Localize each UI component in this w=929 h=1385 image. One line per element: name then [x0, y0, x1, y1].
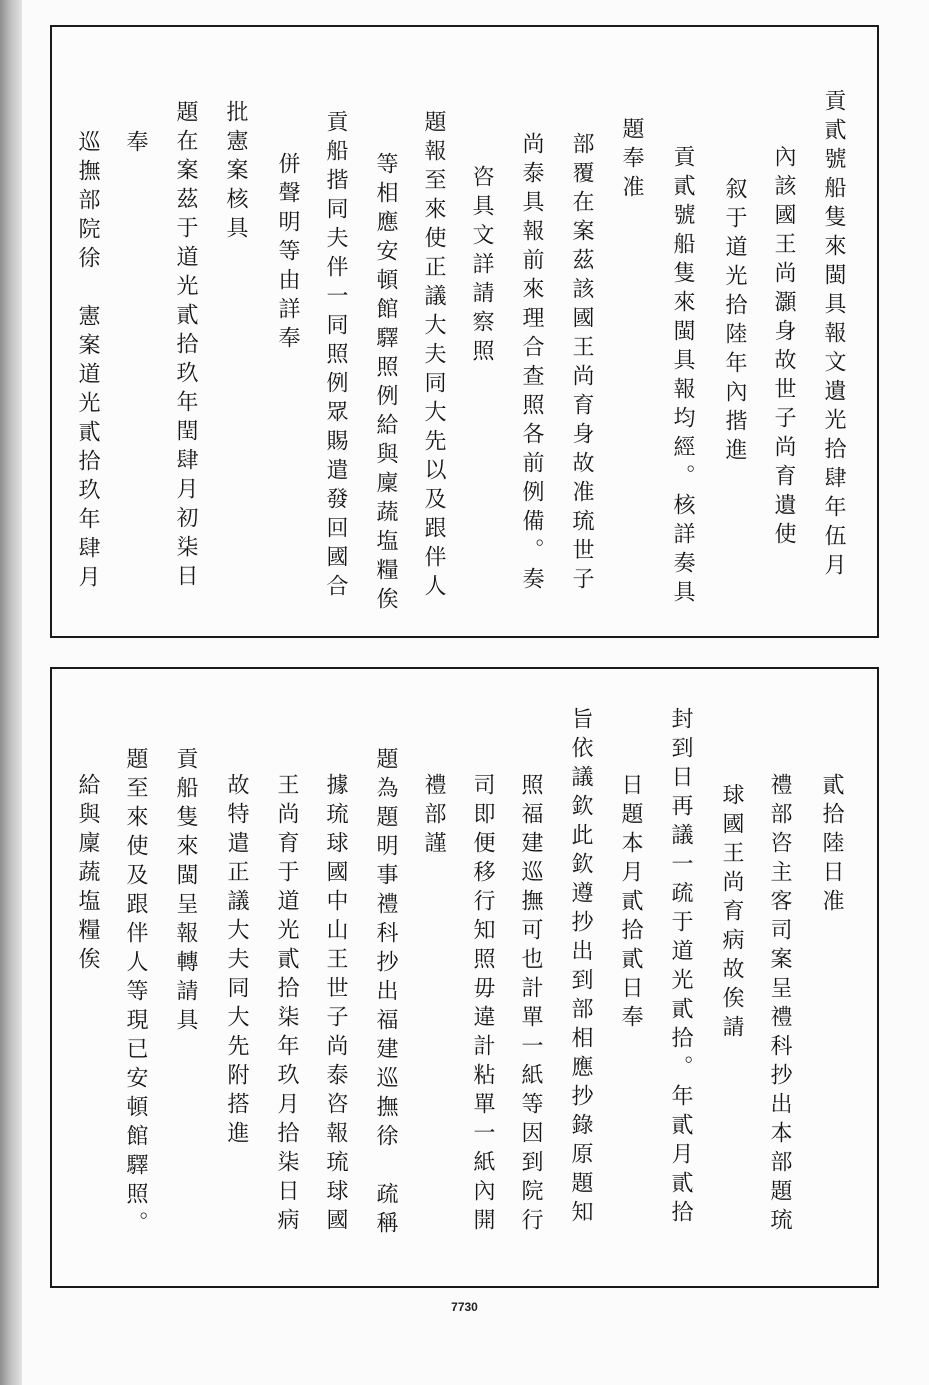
text-column: 併聲明等由詳奉 — [275, 152, 300, 355]
text-column: 巡撫部院徐 憲案道光貳拾玖年肆月 — [75, 130, 100, 594]
text-column: 照福建巡撫可也計單一紙等因到院行 — [518, 773, 543, 1237]
text-column: 禮部謹 — [421, 773, 446, 860]
text-column: 奉 — [123, 130, 148, 159]
text-column: 給與廩蔬塩糧俟 — [75, 773, 100, 976]
text-column: 貢船隻來閩呈報轉請具 — [173, 747, 198, 1037]
text-column: 貢船揩同夫伴一同照例眾賜遣發回國合 — [323, 110, 348, 603]
text-column: 據琉球國中山王世子尚泰咨報琉球國 — [323, 773, 348, 1237]
text-column: 貳拾陸日准 — [819, 773, 844, 918]
text-column: 內該國王尚灝身故世子尚育遺使 — [771, 145, 796, 551]
text-column: 王尚育于道光貳拾柒年玖月拾柒日病 — [274, 773, 299, 1237]
page-number: 7730 — [451, 1300, 478, 1314]
text-column: 題報至來使正議大夫同大先以及跟伴人 — [421, 110, 446, 603]
text-column: 叙于道光拾陸年內揩進 — [722, 177, 747, 467]
text-column: 等相應安頓館驛照例給與廩蔬塩糧俟 — [373, 152, 398, 616]
text-column: 貢貳號船隻來閩具報均經。核詳奏具 — [670, 145, 695, 609]
text-column: 旨依議欽此欽遵抄出到部相應抄錄原題知 — [568, 707, 593, 1229]
text-column: 封到日再議一疏于道光貳拾。年貳月貳拾 — [668, 707, 693, 1229]
text-column: 故特遣正議大夫同大先附搭進 — [224, 773, 249, 1150]
text-column: 司即便移行知照毋違計粘單一紙內開 — [470, 773, 495, 1237]
text-column: 咨具文詳請察照 — [469, 165, 494, 368]
text-column: 部覆在案茲該國王尚育身故准琉世子 — [569, 132, 594, 596]
text-column: 球國王尚育病故俟請 — [719, 783, 744, 1044]
book-spine-shadow — [0, 0, 22, 1385]
text-column: 貢貳號船隻來閩具報文遺光拾肆年伍月 — [821, 89, 846, 582]
top-document-panel — [50, 25, 879, 638]
text-column: 尚泰具報前來理合查照各前例備。奏 — [519, 132, 544, 596]
text-column: 題在案茲于道光貳拾玖年閏肆月初柒日 — [173, 100, 198, 593]
text-column: 題至來使及跟伴人等現已安頓館驛照。 — [123, 747, 148, 1240]
text-column: 題奉准 — [619, 117, 644, 204]
text-column: 題為題明事禮科抄出福建巡撫徐 疏稱 — [373, 747, 398, 1240]
text-column: 日題本月貳拾貳日奉 — [618, 773, 643, 1034]
text-column: 批憲案核具 — [223, 100, 248, 245]
text-column: 禮部咨主客司案呈禮科抄出本部題琉 — [767, 773, 792, 1237]
bottom-document-panel — [50, 667, 879, 1288]
